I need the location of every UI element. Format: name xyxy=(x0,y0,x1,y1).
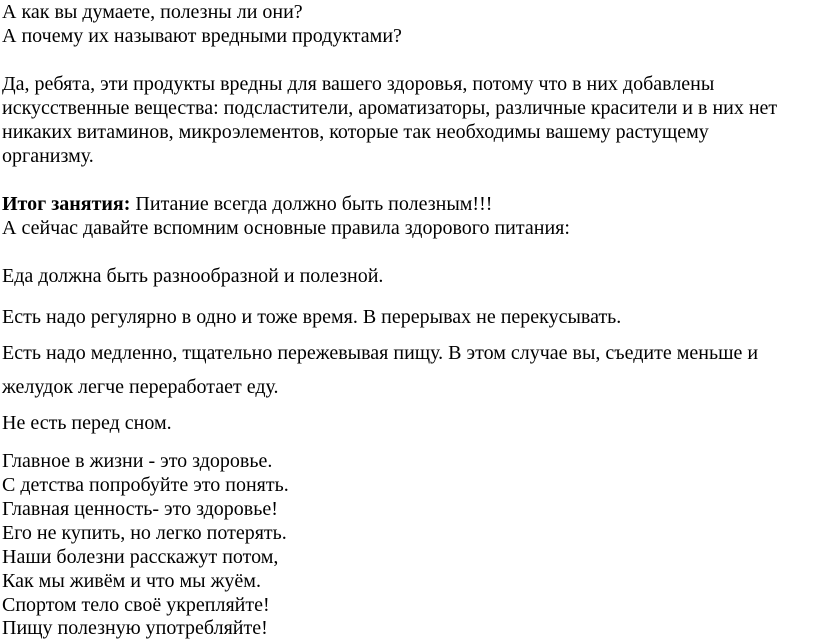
rule-1: Еда должна быть разнообразной и полезной. xyxy=(2,265,384,287)
poem-line-6: Как мы живём и что мы жуём. xyxy=(2,570,261,592)
rule-4: Не есть перед сном. xyxy=(2,412,172,434)
poem-line-5: Наши болезни расскажут потом, xyxy=(2,546,279,568)
poem-line-8: Пищу полезную употребляйте! xyxy=(2,617,268,639)
lesson-summary xyxy=(2,192,492,216)
rule-3-line-2: желудок легче переработает еду. xyxy=(2,376,279,398)
question-why-harmful: А почему их называют вредными продуктами? xyxy=(2,25,402,47)
poem-line-1: Главное в жизни - это здоровье. xyxy=(2,450,273,472)
rule-2: Есть надо регулярно в одно и тоже время. В перерывах не перекусывать. xyxy=(2,306,622,328)
lesson-summary-label: Итог занятия: xyxy=(2,193,131,215)
rules-intro: А сейчас давайте вспомним основные правила здорового питания: xyxy=(2,217,570,239)
answer-line-2: искусственные вещества: подсластители, ароматизаторы, различные красители и в них нет xyxy=(2,97,778,119)
lesson-summary-text: Питание всегда должно быть полезным!!! xyxy=(130,193,493,215)
poem-line-3: Главная ценность- это здоровье! xyxy=(2,498,278,520)
answer-line-4: организму. xyxy=(2,145,94,167)
poem-line-7: Спортом тело своё укрепляйте! xyxy=(2,594,270,616)
poem-line-4: Его не купить, но легко потерять. xyxy=(2,522,287,544)
answer-line-1: Да, ребята, эти продукты вредны для вашего здоровья, потому что в них добавлены xyxy=(2,73,715,95)
poem-line-2: С детства попробуйте это понять. xyxy=(2,474,289,496)
rule-3-line-1: Есть надо медленно, тщательно пережевывая пищу. В этом случае вы, съедите меньше и xyxy=(2,342,759,364)
answer-line-3: никаких витаминов, микроэлементов, которые так необходимы вашему растущему xyxy=(2,121,709,143)
question-useful: А как вы думаете, полезны ли они? xyxy=(2,1,303,23)
